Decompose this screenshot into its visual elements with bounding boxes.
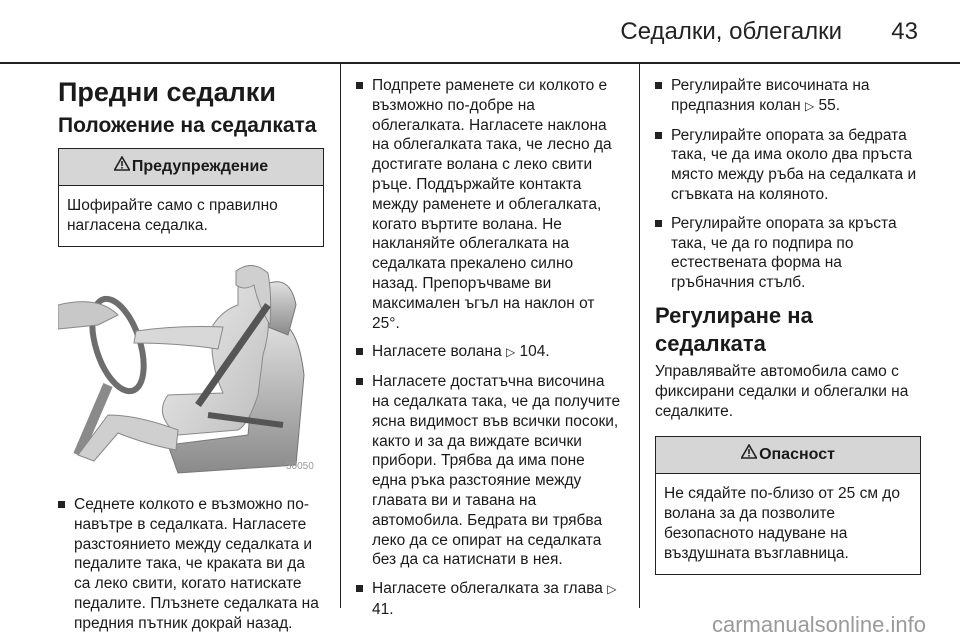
- column-divider: [340, 64, 341, 608]
- column-divider: [639, 64, 640, 608]
- list-item: Нагласете облегалката за глава ▷ 41.: [356, 579, 622, 620]
- paragraph: Управлявайте автомобила само с фиксирани седалки и облегалки на седалките.: [655, 362, 909, 420]
- column-1: [58, 64, 324, 643]
- danger-box-title: [656, 437, 920, 474]
- warning-box-title: [59, 149, 323, 186]
- bullet-list: [58, 495, 324, 634]
- ref-arrow-icon: ▷: [506, 345, 516, 360]
- column-3: [655, 64, 921, 575]
- warning-icon: [114, 149, 130, 185]
- header-title: Седалки, облегалки: [620, 18, 842, 45]
- list-item: Регулирайте опората за кръста така, че да го подпира по естествената форма на гръбначния стълб.: [655, 214, 921, 293]
- list-item: Нагласете достатъчна височина на седалката така, че да получите ясна видимост във всички посоки, както и за да виждате всички прибори. Трябва да има поне една ръка разстояние между главата ви и тавана на автомобила. Бедрата ви трябва леко да се опират на седалката без да са натиснати в нея.: [356, 372, 622, 570]
- warning-text: Шофирайте само с правилно нагласена седалка.: [67, 197, 278, 234]
- page-ref: 41.: [372, 600, 394, 618]
- list-item: Регулирайте опората за бедрата така, че да има около два пръста място между ръба на седалката и сгъвката на коляното.: [655, 126, 921, 205]
- page-ref: 55.: [818, 96, 841, 114]
- danger-title-text: Опасност: [759, 445, 835, 463]
- figure-label: 30050: [286, 461, 314, 472]
- subsection-title: Положение на седалката: [58, 114, 317, 137]
- list-item: Седнете колкото е възможно по-навътре в седалката. Нагласете разстоянието между седалката и педалите така, че краката ви да са леко свити, когато натискате педалите. Плъзнете седалката на предния пътник докрай назад.: [58, 495, 324, 634]
- column-2: [356, 64, 622, 629]
- page-number: 43: [891, 18, 918, 45]
- page-header: [0, 0, 960, 56]
- list-item: Регулирайте височината на предпазния колан ▷ 55.: [655, 76, 921, 117]
- danger-box: [655, 436, 921, 575]
- watermark: carmanualsonline.info: [711, 612, 926, 637]
- list-item: Нагласете волана ▷ 104.: [356, 342, 622, 363]
- danger-text: Не сядайте по-близо от 25 см до волана за да позволите безопасното надуване на въздушната възглавница.: [664, 484, 900, 562]
- subsection-title: Регулиране на седалката: [655, 302, 813, 356]
- bullet-list: [356, 76, 622, 620]
- list-item: Подпрете раменете си колкото е възможно по-добре на облегалката. Нагласете наклона на облегалката така, че лесно да достигате волана с леко свити ръце. Поддържайте контакта между раменете и облегалката, когато въртите волана. Не накланяйте облегалката на седалката прекалено силно назад. Препоръчваме ви максимален ъгъл на наклон от 25°.: [356, 76, 622, 333]
- section-title: Предни седалки: [58, 77, 276, 107]
- warning-icon: [741, 437, 757, 473]
- ref-arrow-icon: ▷: [804, 98, 815, 113]
- ref-arrow-icon: ▷: [607, 582, 617, 597]
- bullet-list: [655, 76, 921, 293]
- warning-title-text: Предупреждение: [131, 158, 269, 175]
- page-ref: 104.: [519, 343, 550, 361]
- warning-box: [58, 148, 324, 247]
- seat-position-illustration: [58, 265, 324, 477]
